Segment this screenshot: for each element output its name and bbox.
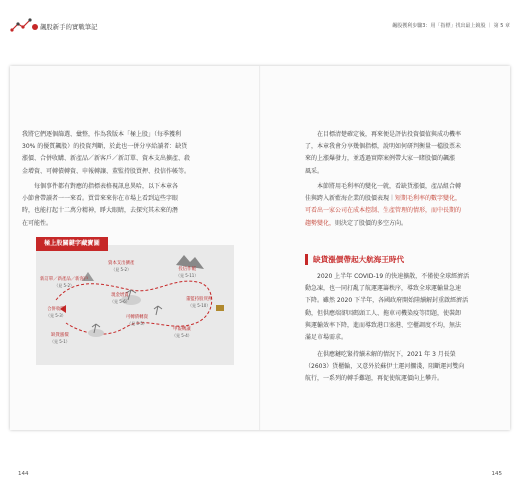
map-label-text: 董監持股買押 xyxy=(186,297,213,302)
map-label-convertible-bond xyxy=(126,315,148,327)
text-line: 漲價、合併收購、新產品／新客戶／新訂單、資本支出擴產、殺 xyxy=(22,155,191,163)
map-label-trust-window-dressing xyxy=(176,267,198,279)
text-line: 與運輸效率下降，進而導致港口塞港、空櫃調度不均，無法 xyxy=(305,321,462,329)
text-line: 風采。 xyxy=(305,167,324,175)
section-title: 缺貨漲價帶起大航海王時代 xyxy=(313,255,405,264)
text-line: 每個事件都有對應的指標表格視訊息異哈，以下本章各 xyxy=(34,183,179,190)
text-line: （2603）貨櫃輪，又意外於蘇伊士運河擱淺，阻斷運河雙向 xyxy=(305,363,465,371)
map-label-text: 申報轉讓 xyxy=(173,327,191,332)
map-label-text: 缺貨漲價 xyxy=(51,333,69,338)
map-label-text: 合併收購 xyxy=(47,307,65,312)
map-label-ref: （見 5-2） xyxy=(111,267,132,272)
highlight-text: 趨勢變化， xyxy=(305,219,336,227)
map-label-ref: （見 5-10） xyxy=(188,303,211,308)
map-label-text: 新訂單／新產品／新客戶 xyxy=(40,277,89,282)
map-label-text: 可轉債轉資 xyxy=(126,315,148,320)
section-marker xyxy=(305,254,308,265)
map-label-text: 現金增資 xyxy=(111,293,129,298)
text-line: 在目標清楚確定後，再來便是評估投資價值與成功機率 xyxy=(317,131,462,138)
text-line: 在供應鏈吃緊持續未解的情況下，2021 年 3 月長榮 xyxy=(317,351,456,358)
map-label-ref: （見 5-1） xyxy=(50,339,70,344)
book-title-header: 飆股新手的實戰筆記 xyxy=(40,23,98,31)
highlight-text: 短期毛利率的數字變化， xyxy=(395,195,462,203)
map-label-shortage-price-hike xyxy=(50,333,70,345)
right-paragraph-2 xyxy=(305,181,497,230)
text-line: 動，但供應端卻因碼頭工人、拖車司機染疫等問題，使裝卸 xyxy=(305,309,462,317)
right-paragraph-3 xyxy=(305,271,497,344)
text-line: 小節會帶讀者一一來看。買當來來你在市場上看到這些字眼 xyxy=(22,195,179,203)
text-line: 30% 的優質飆股）的投資判斷，於此也一併分享給讀者：缺貨 xyxy=(22,143,188,151)
chapter-header: 飆股獲利步驟3：用「指標」找出最上鏡股 ｜ 第 5 章 xyxy=(392,23,510,29)
left-paragraph-2 xyxy=(22,181,250,230)
text-line: 在可能性。 xyxy=(22,219,53,227)
highlight-text: 可看出一家公司在成本控制、生產管理的情形，而中長期的 xyxy=(305,207,462,215)
text-line: 時，也能打起十二萬分精神，睜大眼睛，去探究其未來的潛 xyxy=(22,207,179,215)
text-span: 則決定了股價的多空方向。 xyxy=(335,219,408,227)
left-page xyxy=(10,66,260,477)
map-label-ref: （見 5-3） xyxy=(46,313,66,318)
page-number-right: 145 xyxy=(491,471,502,477)
left-paragraph-1 xyxy=(22,129,250,178)
text-line: 下降。雖然 2020 下半年，各國政府開始陸續解封重啟經濟活 xyxy=(305,297,469,305)
text-line xyxy=(305,193,497,205)
page-number-left: 144 xyxy=(18,471,29,477)
text-line: 2020 上半年 COVID-19 的快速擴散，不僅使全球經濟活 xyxy=(317,273,470,280)
text-span: 佳與跨入新藍海企業的股價表現｜ xyxy=(305,195,396,203)
map-label-capex xyxy=(108,261,134,273)
map-label-director-pledge xyxy=(186,297,212,309)
map-label-ref: （見 5-11） xyxy=(176,273,199,278)
text-line: 我將它們逐個篩選、彙整，作為我版本「極上股」（每季獲利 xyxy=(22,131,182,138)
map-label-cash-capital xyxy=(110,293,130,305)
right-page xyxy=(261,66,510,477)
right-paragraph-4 xyxy=(305,349,497,386)
text-line: 本節將用毛利率的變化一就，看缺貨漲價，產品組合轉 xyxy=(317,183,462,190)
text-line: 金增資、可轉債轉資、申報轉讓、董監持股買押、投信作帳等。 xyxy=(22,167,191,175)
section-heading xyxy=(305,253,495,267)
map-label-merger xyxy=(46,307,66,319)
map-label-ref: （見 5-5） xyxy=(127,321,147,326)
text-line: 了，本章我會分享幾個指標，說明如何研判衡量一檔股票未 xyxy=(305,143,462,151)
book-logo-icon xyxy=(10,17,38,33)
text-line: 動急凍，也一同打亂了航運運籌秩序，導致全球運輸量急速 xyxy=(305,285,462,293)
map-label-new-orders xyxy=(40,277,88,289)
text-line: 航行，一系列的轉手難題，再促使航運價向上攀升。 xyxy=(305,375,444,383)
text-line: 滿足市場需求。 xyxy=(305,334,348,342)
map-label-transfer-filing xyxy=(172,327,192,339)
right-paragraph-1 xyxy=(305,129,497,178)
map-label-ref: （見 5-2） xyxy=(54,283,75,288)
map-label-ref: （見 5-4） xyxy=(172,333,192,338)
map-label-text: 投信作帳 xyxy=(178,267,196,272)
text-line xyxy=(305,218,497,230)
map-title-banner: 極上股關鍵字藏寶圖 xyxy=(36,237,108,251)
map-label-ref: （見 5-6） xyxy=(110,299,130,304)
text-line: 來的上漲爆發力，並透過實際案例帶大家一睹股價的飆漲 xyxy=(305,155,456,163)
map-label-text: 資本支出擴產 xyxy=(108,261,135,266)
treasure-map-figure xyxy=(36,240,234,365)
